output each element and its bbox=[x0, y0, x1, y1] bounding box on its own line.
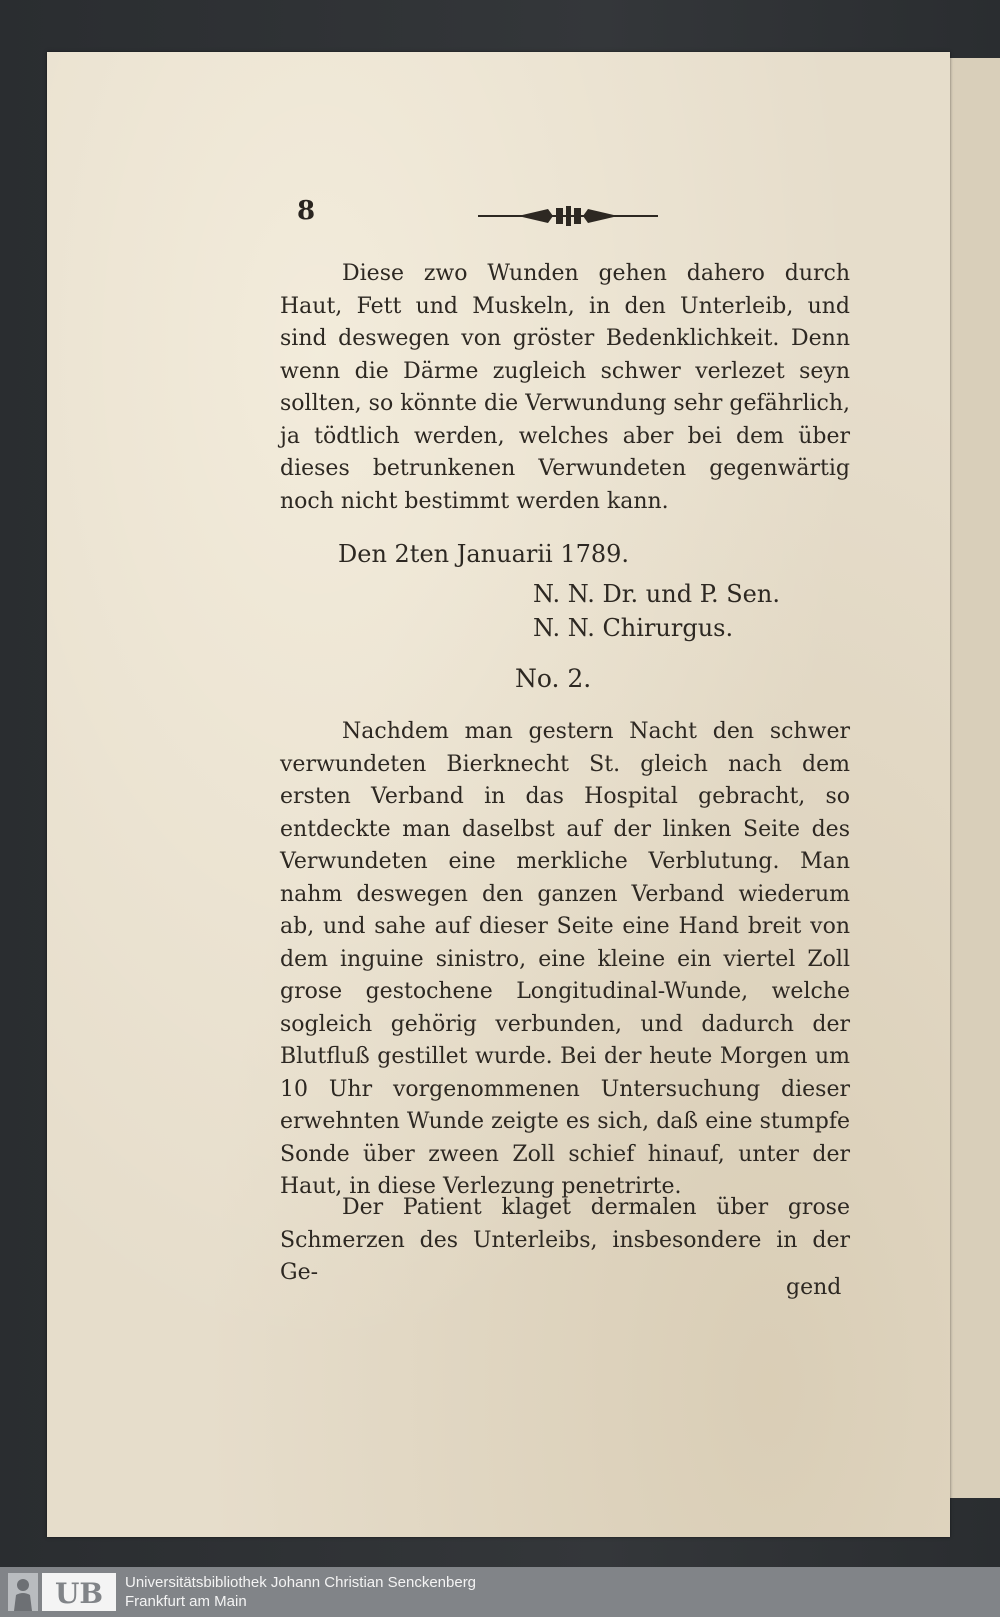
signature-surgeon: N. N. Chirurgus. bbox=[533, 614, 734, 642]
catchword: gend bbox=[786, 1275, 842, 1300]
library-logo-text: UB bbox=[54, 1577, 104, 1610]
library-name-line1: Universitätsbibliothek Johann Christian Senckenberg bbox=[125, 1574, 477, 1591]
library-name-line2: Frankfurt am Main bbox=[125, 1593, 247, 1610]
paragraph-1: Diese zwo Wunden gehen dahero durch Haut, Fett und Muskeln, in den Unterleib, und sind deswegen von gröster Bedenklichkeit. Denn wenn die Därme zugleich schwer verlezet seyn sollten, so könnte die Verwundung sehr gefährlich, ja tödtlich werden, welches aber bei dem über dieses betrunkenen Verwundeten gegenwärtig noch nicht bestimmt werden kann. bbox=[280, 261, 850, 514]
section-heading: No. 2. bbox=[515, 664, 592, 693]
library-name bbox=[125, 1573, 476, 1611]
date-line: Den 2ten Januarii 1789. bbox=[338, 540, 630, 568]
paragraph-3: Der Patient klaget dermalen über grose Schmerzen des Unterleibs, insbesondere in der Ge- bbox=[280, 1195, 850, 1285]
ornament-divider bbox=[478, 205, 658, 227]
signature-doctor: N. N. Dr. und P. Sen. bbox=[533, 580, 780, 608]
next-page-edge bbox=[950, 58, 1000, 1498]
page-number: 8 bbox=[297, 196, 316, 226]
paragraph-2: Nachdem man gestern Nacht den schwer verwundeten Bierknecht St. gleich nach dem ersten Verband in das Hospital gebracht, so entdeckte man daselbst auf der linken Seite des Verwundeten eine merkliche Verblutung. Man nahm deswegen den ganzen Verband wiederum ab, und sahe auf dieser Seite eine Hand breit von dem inguine sinistro, eine kleine ein viertel Zoll grose gestochene Longitudinal-Wunde, welche sogleich gehörig verbunden, und dadurch der Blutfluß gestillet wurde. Bei der heute Morgen um 10 Uhr vorgenommenen Untersuchung dieser erwehnten Wunde zeigte es sich, daß eine stumpfe Sonde über zween Zoll schief hinauf, unter der Haut, in diese Verlezung penetrirte. bbox=[280, 719, 850, 1199]
library-footer bbox=[0, 1567, 1000, 1617]
library-logo bbox=[8, 1573, 116, 1611]
